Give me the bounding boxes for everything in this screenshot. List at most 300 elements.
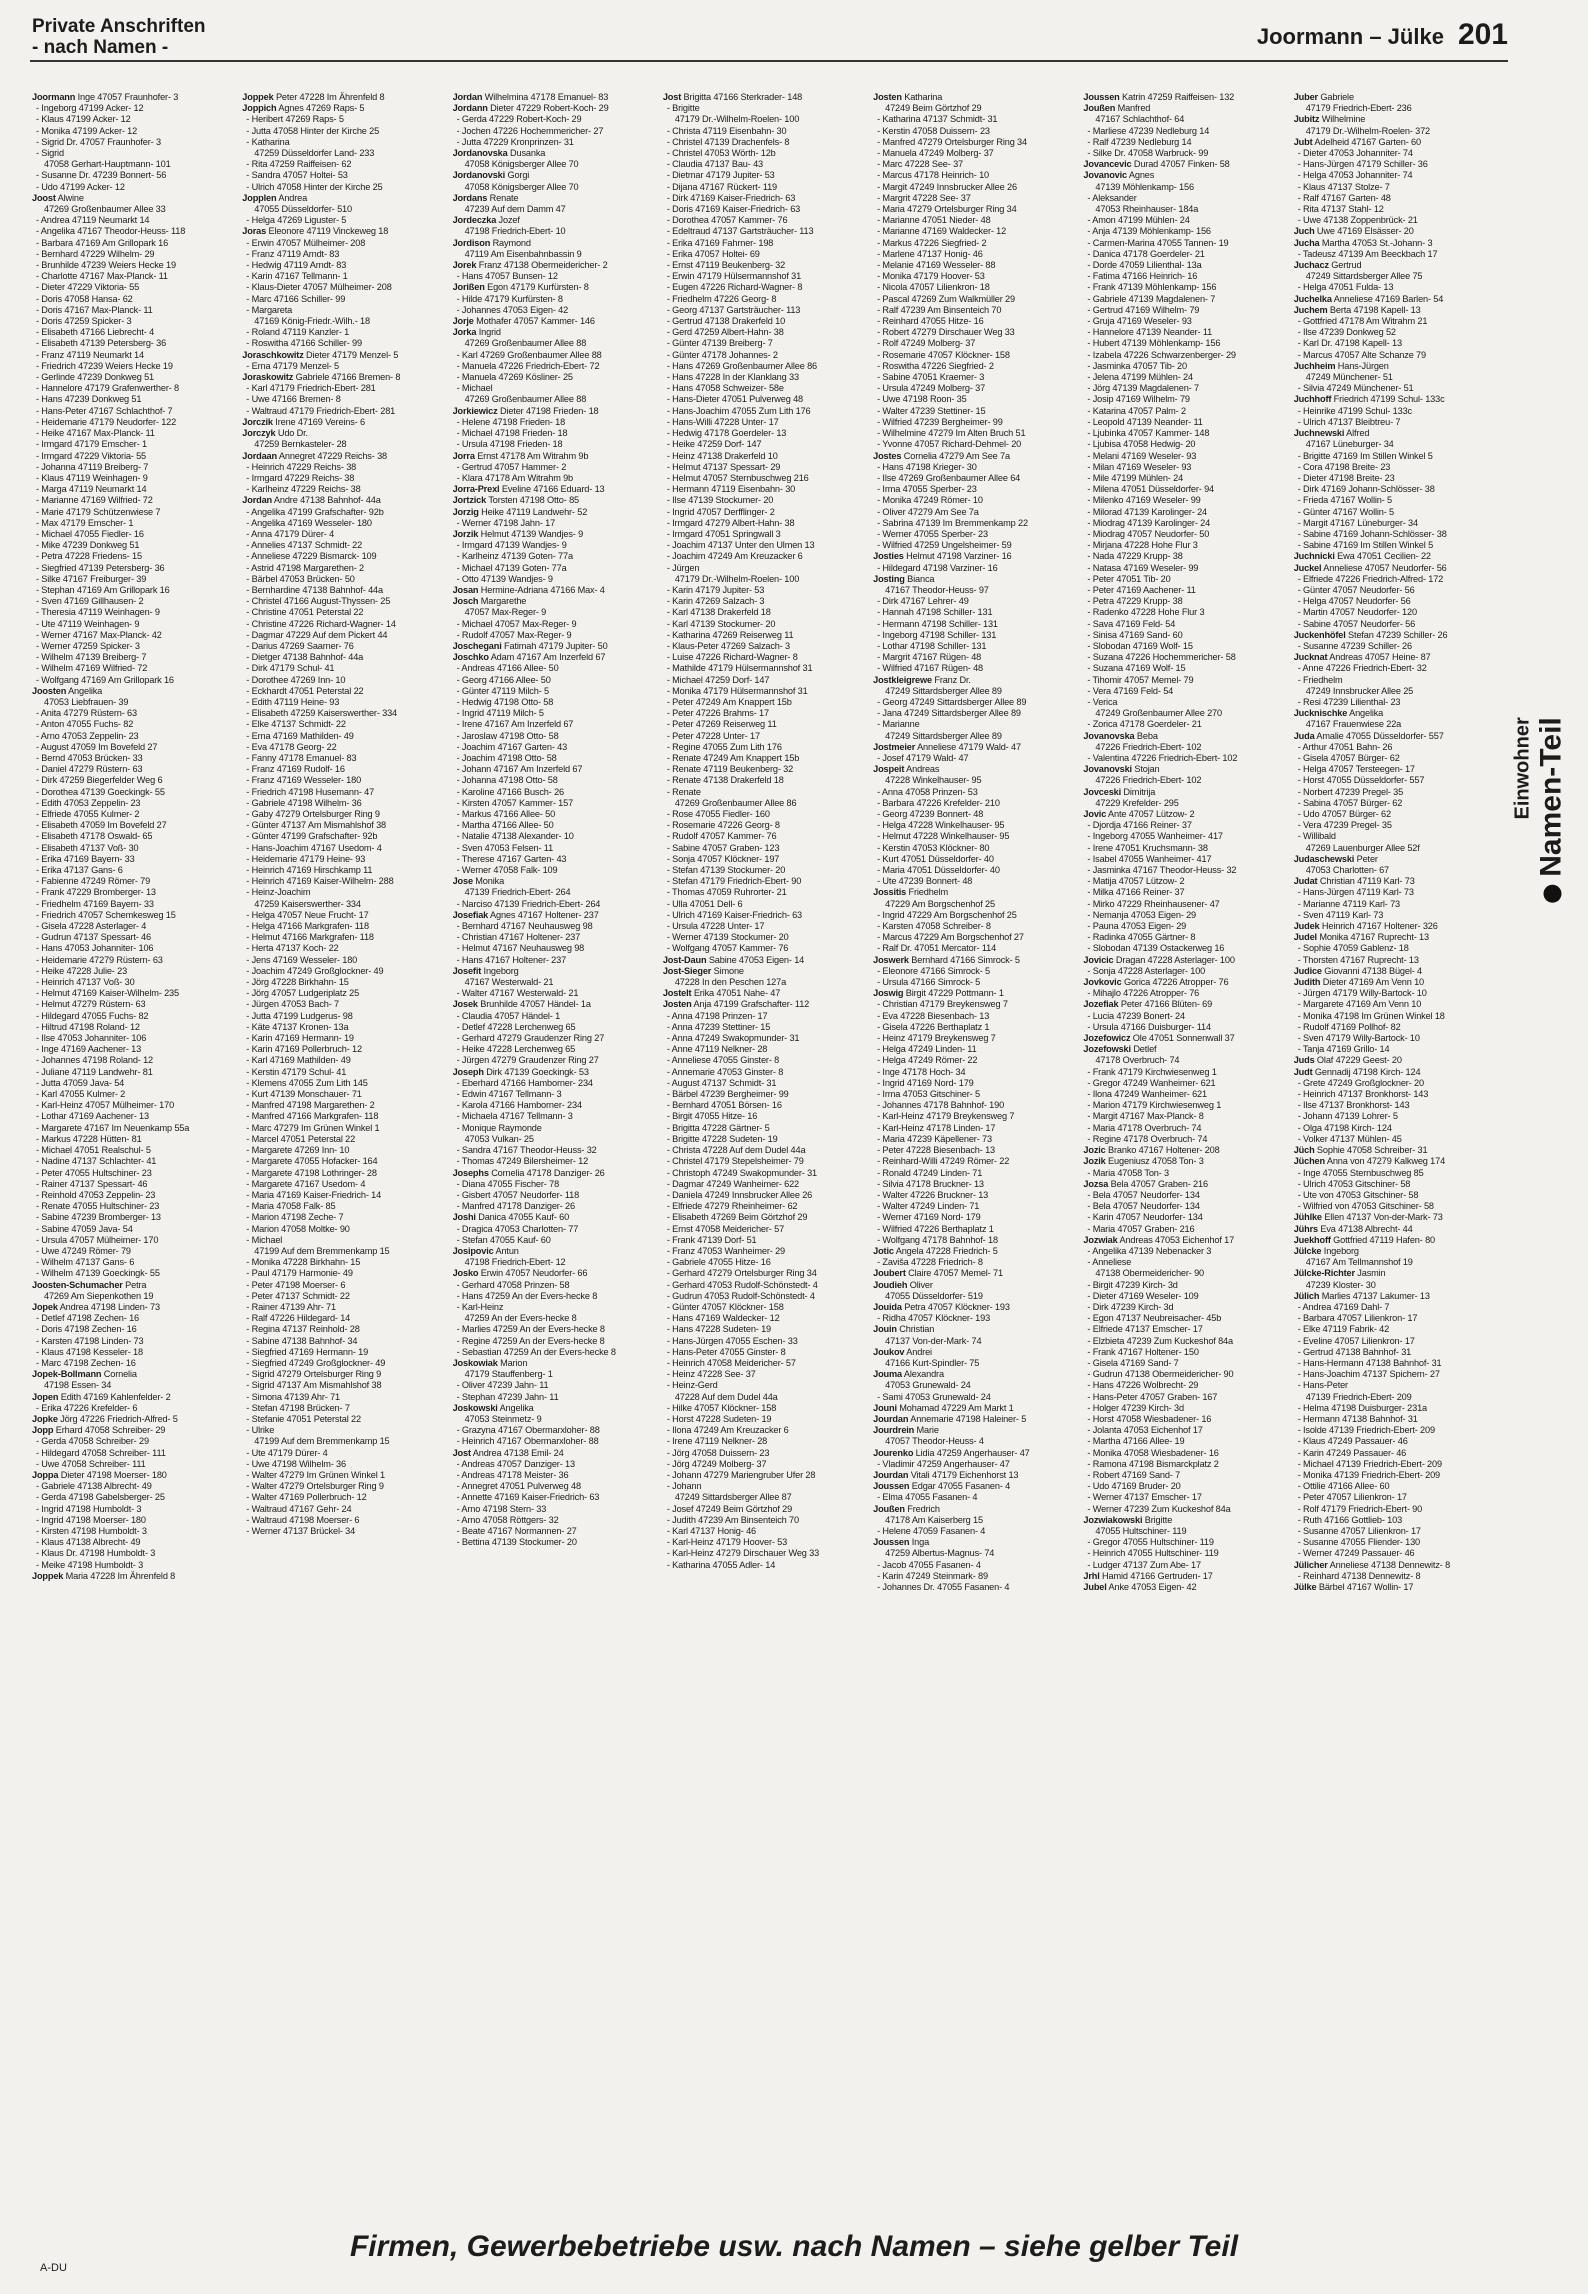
directory-entry: - Helga 47228 Winkelhauser- 95 [877, 820, 1005, 831]
directory-entry: - Elisabeth 47137 Voß- 30 [36, 842, 139, 853]
directory-entry: Josten Katharina [873, 92, 943, 102]
directory-entry: - Waltraud 47167 Gehr- 24 [246, 1503, 352, 1514]
directory-entry: - Siegfried 47249 Großglockner- 49 [246, 1357, 386, 1368]
directory-entry: - Ulrike [246, 1425, 275, 1436]
directory-entry: - Irene 47119 Nelkner- 28 [666, 1436, 768, 1447]
directory-entry: - Sabine 47051 Kraemer- 3 [877, 372, 985, 383]
directory-entry: - Oliver 47239 Jahn- 11 [456, 1380, 549, 1391]
directory-entry: - Milan 47169 Weseler- 93 [1087, 461, 1192, 472]
directory-entry: Jovanovska Beba [1083, 730, 1158, 741]
directory-entry: Joussen Katrin 47259 Raiffeisen- 132 [1083, 92, 1235, 102]
directory-entry: - Dirk 47169 Kaiser-Friedrich- 63 [666, 192, 796, 203]
directory-entry: - Marc 47198 Zechen- 16 [36, 1357, 136, 1368]
directory-entry: - Joachim 47249 Großglockner- 49 [246, 965, 384, 976]
directory-entry: 47226 Friedrich-Ebert- 102 [1095, 741, 1202, 752]
directory-entry: - Anita 47279 Rüstern- 63 [36, 708, 137, 719]
directory-entry: - Verica [1087, 696, 1118, 707]
directory-entry: - Sabine 47138 Bahnhof- 34 [246, 1335, 358, 1346]
directory-entry: - Anna 47198 Prinzen- 17 [666, 1010, 768, 1021]
directory-entry: - Hildegard 47198 Varziner- 16 [877, 562, 998, 573]
directory-entry: - Werner 47137 Emscher- 17 [1087, 1492, 1202, 1503]
directory-entry: - Bärbel 47239 Bergheimer- 99 [666, 1089, 789, 1100]
directory-entry: - Wilfried von 47053 Gitschiner- 58 [1297, 1201, 1434, 1212]
directory-entry: - Monika 47198 Im Grünen Winkel 18 [1297, 1010, 1445, 1021]
directory-entry: 47055 Düsseldorfer- 510 [254, 204, 352, 215]
directory-entry: Jovancevic Durad 47057 Finken- 58 [1083, 159, 1230, 170]
directory-entry: - Heinrich 47169 Hirschkamp 11 [246, 865, 373, 876]
directory-entry: - Sabina 47057 Bürger- 62 [1297, 797, 1403, 808]
directory-entry: - Anneliese 47229 Bismarck- 109 [246, 551, 377, 562]
directory-entry: - Robert 47169 Sand- 7 [1087, 1469, 1181, 1480]
directory-entry: Jostkleigrewe Franz Dr. [873, 674, 971, 685]
directory-entry: - Peter 47051 Tib- 20 [1087, 573, 1171, 584]
directory-entry: - Michael 47057 Max-Reger- 9 [456, 618, 577, 629]
directory-entry: - Marc 47279 Im Grünen Winkel 1 [246, 1122, 380, 1133]
directory-entry: - Werner 47137 Brückel- 34 [246, 1526, 356, 1536]
directory-entry: - Marianne 47169 Waldecker- 12 [877, 226, 1007, 237]
directory-entry: - Rudolf 47169 Pollhof- 82 [1297, 1021, 1401, 1032]
directory-entry: 47269 Großenbaumer Allee 86 [674, 797, 797, 808]
directory-entry: - Marc 47228 See- 37 [877, 159, 963, 170]
directory-entry: - Ute 47179 Dürer- 4 [246, 1447, 328, 1458]
directory-entry: - Edeltraud 47137 Gartsträucher- 113 [666, 226, 814, 237]
directory-entry: - Christian 47167 Holtener- 237 [456, 932, 581, 943]
directory-entry: - Egon 47137 Neubreisacher- 45b [1087, 1313, 1222, 1324]
directory-entry: Jordan Andre 47138 Bahnhof- 44a [242, 495, 381, 506]
directory-entry: - Charlotte 47167 Max-Planck- 11 [36, 271, 168, 282]
directory-entry: - Margit 47167 Lüneburger- 34 [1297, 517, 1418, 528]
directory-entry: - Fatima 47166 Heinrich- 16 [1087, 271, 1198, 282]
directory-entry: - Kerstin 47179 Schul- 41 [246, 1066, 347, 1077]
directory-entry: - Heinz 47179 Breykensweg 7 [877, 1033, 996, 1044]
directory-entry: Jucha Martha 47053 St.-Johann- 3 [1293, 237, 1433, 248]
directory-entry: - Elfriede 47137 Emscher- 17 [1087, 1324, 1203, 1335]
directory-entry: - Walter 47226 Bruckner- 13 [877, 1189, 989, 1200]
directory-entry: - Ralf 47226 Hildegard- 14 [246, 1313, 351, 1324]
directory-entry: - Slobodan 47169 Wolf- 15 [1087, 640, 1193, 651]
directory-entry: 47055 Düsseldorfer- 519 [885, 1290, 983, 1301]
directory-entry: - Gerd 47259 Albert-Hahn- 38 [666, 327, 784, 338]
page-range [1257, 18, 1508, 52]
directory-entry: - Ottilie 47166 Allee- 60 [1297, 1481, 1390, 1492]
directory-entry: - Marcus 47229 Am Borgschenhof 27 [877, 932, 1024, 943]
directory-entry: Judel Monika 47167 Ruprecht- 13 [1293, 932, 1429, 943]
directory-entry: - Werner 47139 Stockumer- 20 [666, 932, 789, 943]
directory-entry: Juchhoff Friedrich 47199 Schul- 133c [1293, 394, 1445, 405]
directory-entry: - Margit 47249 Innsbrucker Allee 26 [877, 181, 1017, 192]
directory-entry: - Angelika 47199 Grafschafter- 92b [246, 506, 384, 517]
directory-entry: - Mihajlo 47226 Atropper- 76 [1087, 988, 1200, 999]
directory-entry: - Ilse 47239 Donkweg 52 [1297, 327, 1396, 338]
directory-columns [32, 92, 1494, 2192]
directory-entry: - Stefan 47179 Friedrich-Ebert- 90 [666, 876, 802, 887]
directory-entry: Judat Christian 47119 Karl- 73 [1293, 876, 1415, 887]
directory-entry: - Christa 47228 Auf dem Dudel 44a [666, 1145, 806, 1156]
directory-entry: Juchacz Gertrud [1293, 260, 1362, 271]
directory-entry: - Jutta 47229 Kronprinzen- 31 [456, 136, 574, 147]
directory-entry: - Uwe 47249 Römer- 79 [36, 1245, 131, 1256]
directory-entry: - Bärbel 47053 Brücken- 50 [246, 573, 355, 584]
directory-entry: Judice Giovanni 47138 Bügel- 4 [1293, 965, 1422, 976]
directory-entry: 47249 Sittardsberger Allee 89 [885, 730, 1002, 741]
directory-entry: - Ilona 47249 Am Kreuzacker 6 [666, 1425, 789, 1436]
directory-entry: - Karin 47269 Salzach- 3 [666, 596, 765, 607]
directory-entry: Joosten-Schumacher Petra [32, 1279, 147, 1290]
directory-entry: - Irmgard 47279 Albert-Hahn- 38 [666, 517, 795, 528]
directory-entry: - Lucia 47239 Bonert- 24 [1087, 1010, 1185, 1021]
directory-entry: - Ursula 47166 Duisburger- 114 [1087, 1021, 1211, 1032]
directory-entry: Jovic Ante 47057 Lützow- 2 [1083, 809, 1195, 819]
directory-entry: - Katharina 47055 Adler- 14 [666, 1559, 776, 1570]
directory-entry: - Uwe 47198 Roon- 35 [877, 394, 967, 405]
directory-entry: Jozic Branko 47167 Holtener- 208 [1083, 1145, 1220, 1156]
directory-entry: Jordann Dieter 47229 Robert-Koch- 29 [452, 103, 609, 114]
directory-entry: - Horst 47058 Wiesbadener- 16 [1087, 1413, 1212, 1424]
directory-entry: - Hans-Joachim 47055 Zum Lith 176 [666, 405, 811, 416]
directory-entry: - Helmut 47228 Winkelhauser- 95 [877, 831, 1010, 842]
directory-entry: - Melani 47169 Weseler- 93 [1087, 450, 1197, 461]
directory-entry: Jorje Mothafer 47057 Kammer- 146 [452, 316, 595, 327]
directory-entry: - Margrit 47167 Rügen- 48 [877, 652, 982, 663]
footer-note: Firmen, Gewerbebetriebe usw. nach Namen – siehe gelber Teil [349, 2230, 1239, 2263]
directory-entry: - Brigitte 47228 Sudeten- 19 [666, 1133, 778, 1144]
directory-entry: - Ralf Dr. 47051 Mercator- 114 [877, 943, 997, 954]
directory-entry: - Hans-Peter 47167 Schlachthof- 7 [36, 405, 173, 416]
directory-entry: - Andreas 47166 Allee- 50 [456, 663, 559, 674]
directory-entry: - Werner 47167 Max-Planck- 42 [36, 629, 162, 640]
directory-entry: Jordan Wilhelmina 47178 Emanuel- 83 [452, 92, 609, 102]
directory-entry: - Christel 47166 August-Thyssen- 25 [246, 596, 391, 607]
directory-entry: - Jacob 47055 Fasanen- 4 [877, 1559, 981, 1570]
directory-entry: - Udo 47169 Bruder- 20 [1087, 1481, 1181, 1492]
directory-entry: Josting Bianca [873, 573, 935, 584]
directory-entry: - Christa 47119 Eisenbahn- 30 [666, 125, 787, 136]
directory-entry: - Helmut 47137 Spessart- 29 [666, 461, 781, 472]
directory-entry: - Pauna 47053 Eigen- 29 [1087, 921, 1187, 932]
directory-entry: 47239 Kloster- 30 [1305, 1279, 1376, 1290]
directory-entry: - Rose 47055 Fiedler- 160 [666, 809, 770, 819]
directory-entry: - Sandra 47167 Theodor-Heuss- 32 [456, 1145, 597, 1156]
directory-entry: - August 47137 Schmidt- 31 [666, 1077, 777, 1088]
directory-entry: - Doris 47058 Hansa- 62 [36, 293, 133, 304]
directory-entry: - Anja 47139 Möhlenkamp- 156 [1087, 226, 1211, 237]
directory-entry: - Michael [456, 383, 493, 394]
directory-entry: Jülcke-Richter Jasmin [1293, 1268, 1386, 1279]
directory-entry: 47139 Friedrich-Ebert- 209 [1305, 1391, 1412, 1402]
directory-entry: - Franz 47169 Rudolf- 16 [246, 764, 345, 775]
directory-entry: - Martha 47166 Allee- 50 [456, 820, 554, 831]
name-range: Joormann – Jülke [1256, 24, 1444, 49]
directory-entry: 47167 Theodor-Heuss- 97 [885, 584, 989, 595]
directory-entry: 47228 In den Peschen 127a [674, 977, 787, 988]
directory-entry: - Valentina 47226 Friedrich-Ebert- 102 [1087, 752, 1238, 763]
directory-entry: - Ursula 47166 Simrock- 5 [877, 977, 981, 988]
directory-entry: Joussen Edgar 47055 Fasanen- 4 [873, 1481, 1011, 1492]
directory-entry: Jospeit Andreas [873, 764, 940, 775]
directory-entry: - Karin 47169 Hermann- 19 [246, 1033, 354, 1044]
directory-entry: Josan Hermine-Adriana 47166 Max- 4 [452, 584, 605, 595]
directory-entry: - Mike 47239 Donkweg 51 [36, 540, 140, 551]
directory-entry: - Elisabeth 47139 Petersberg- 36 [36, 338, 167, 349]
directory-entry: - Peter 47226 Brahms- 17 [666, 708, 769, 719]
directory-entry: - Edwin 47167 Tellmann- 3 [456, 1089, 562, 1100]
directory-entry: - Sinisa 47169 Sand- 60 [1087, 629, 1183, 640]
directory-entry: - Johann [666, 1481, 702, 1492]
directory-entry: Jrhl Hamid 47166 Gertruden- 17 [1083, 1570, 1213, 1581]
directory-entry: - Gertrud 47138 Bahnhof- 31 [1297, 1346, 1412, 1357]
directory-entry: - Hiltrud 47198 Roland- 12 [36, 1021, 140, 1032]
directory-entry: - Monika 47179 Hoover- 53 [877, 271, 985, 282]
directory-entry: - Sven 47179 Willy-Bartock- 10 [1297, 1033, 1420, 1044]
directory-entry: - Angelika 47169 Wesseler- 180 [246, 517, 372, 528]
directory-entry: - Heinrich 47055 Hultschiner- 119 [1087, 1548, 1219, 1559]
directory-entry: 47259 Düsseldorfer Land- 233 [254, 148, 375, 159]
directory-entry: - Siegfried 47169 Hermann- 19 [246, 1346, 369, 1357]
directory-entry: Jourdan Vitali 47179 Eichenhorst 13 [873, 1469, 1019, 1480]
directory-entry: - Heike 47259 Dorf- 147 [666, 439, 762, 450]
directory-entry: Jostmeier Anneliese 47179 Wald- 47 [873, 741, 1021, 752]
directory-entry: - Amon 47199 Mühlen- 24 [1087, 215, 1190, 226]
directory-entry: - Michael 47139 Goten- 77a [456, 562, 567, 573]
directory-entry: - Heidemarie 47279 Rüstern- 63 [36, 954, 163, 965]
directory-entry: - Jörg 47228 Birkhahn- 15 [246, 977, 349, 988]
directory-entry: - Birgit 47239 Kirch- 3d [1087, 1279, 1178, 1290]
directory-entry: - Grete 47249 Großglockner- 20 [1297, 1077, 1424, 1088]
directory-entry: - Kirsten 47057 Kammer- 157 [456, 797, 574, 808]
directory-entry: Joormann Inge 47057 Fraunhofer- 3 [32, 92, 179, 102]
directory-entry: - Johann 47167 Am Inzerfeld 67 [456, 764, 583, 775]
directory-entry: - Wilfried 47239 Bergheimer- 99 [877, 416, 1003, 427]
directory-entry: Jülicher Anneliese 47138 Dennewitz- 8 [1293, 1559, 1451, 1570]
directory-entry: - Marion 47179 Kirchwiesenweg 1 [1087, 1100, 1222, 1111]
directory-entry: - Anna 47058 Prinzen- 53 [877, 786, 978, 797]
directory-entry: Joost Alwine [32, 192, 84, 203]
directory-entry: - Markus 47228 Hütten- 81 [36, 1133, 142, 1144]
directory-entry: - Marianne 47169 Wilfried- 72 [36, 495, 153, 506]
directory-entry: - Gisela 47057 Bürger- 62 [1297, 752, 1400, 763]
directory-entry: - Christel 47053 Wörth- 12b [666, 148, 776, 159]
directory-entry: Jourdrein Marie [873, 1425, 939, 1436]
directory-entry: - Stephan 47239 Jahn- 11 [456, 1391, 559, 1402]
directory-entry: Jost Andrea 47138 Emil- 24 [452, 1447, 564, 1458]
directory-entry: - Dagmar 47249 Wanheimer- 622 [666, 1178, 800, 1189]
directory-entry: - Karl 47169 Mathilden- 49 [246, 1055, 351, 1066]
directory-entry: - Heribert 47269 Raps- 5 [246, 114, 344, 125]
directory-entry: Jopen Edith 47169 Kahlenfelder- 2 [32, 1391, 171, 1402]
directory-entry: - Rainer 47139 Ahr- 71 [246, 1301, 336, 1312]
page-number: 201 [1457, 18, 1508, 51]
side-tab-line2: Namen-Teil [1535, 717, 1569, 902]
directory-entry: - Karin 47057 Neudorfer- 134 [1087, 1212, 1203, 1223]
directory-entry: - Gerlinde 47239 Donkweg 51 [36, 372, 155, 383]
directory-entry: - Rolf 47179 Friedrich-Ebert- 90 [1297, 1503, 1423, 1514]
directory-entry: - Karoline 47166 Busch- 26 [456, 786, 565, 797]
directory-entry: - Vera 47239 Pregel- 35 [1297, 820, 1392, 831]
directory-entry: 47269 Lauenburger Allee 52f [1305, 842, 1420, 853]
directory-entry: Jostelt Erika 47051 Nahe- 47 [662, 988, 781, 999]
directory-entry: - Carmen-Marina 47055 Tannen- 19 [1087, 237, 1229, 248]
directory-entry: - Annegret 47051 Pulverweg 48 [456, 1481, 581, 1492]
directory-entry: - Brigitte [666, 103, 700, 114]
directory-entry: - Friedhelm 47169 Bayern- 33 [36, 898, 154, 909]
directory-entry: - Hans-Peter [1297, 1380, 1348, 1391]
directory-entry: - Marianne [877, 719, 920, 730]
directory-entry: - Josef 47179 Wald- 47 [877, 752, 969, 763]
directory-entry: - Johann 47279 Mariengruber Ufer 28 [666, 1469, 816, 1480]
directory-entry: - Miodrag 47057 Neudorfer- 50 [1087, 528, 1210, 539]
directory-entry: - Heinz 47138 Drakerfeld 10 [666, 450, 778, 461]
directory-entry: 47138 Obermeidericher- 90 [1095, 1268, 1205, 1279]
directory-entry: 47199 Auf dem Bremmenkamp 15 [254, 1245, 390, 1256]
directory-entry: - Werner 47055 Sperber- 23 [877, 528, 988, 539]
directory-entry: - Hermann 47138 Bahnhof- 31 [1297, 1413, 1418, 1424]
directory-entry: Josek Brunhilde 47057 Händel- 1a [452, 999, 591, 1010]
directory-entry: - Heinrich 47229 Reichs- 38 [246, 461, 357, 472]
directory-entry: - Maria 47279 Ortelsburger Ring 34 [877, 204, 1017, 215]
directory-entry: - Bernd 47053 Brücken- 33 [36, 752, 143, 763]
directory-entry: - Gerhard 47279 Graudenzer Ring 27 [456, 1033, 605, 1044]
directory-entry: - Franz 47119 Arndt- 83 [246, 248, 340, 259]
directory-entry: - Rudolf 47057 Max-Reger- 9 [456, 629, 572, 640]
directory-entry: - Sonja 47228 Asterlager- 100 [1087, 965, 1206, 976]
directory-entry: - Margarete 47169 Am Venn 10 [1297, 999, 1422, 1010]
directory-entry: - Jürgen 47179 Willy-Bartock- 10 [1297, 988, 1427, 999]
directory-entry: - Hans 47228 Sudeten- 19 [666, 1324, 772, 1335]
directory-entry: - Marcus 47178 Heinrich- 10 [877, 170, 989, 181]
directory-entry: - Ilse 47053 Johanniter- 106 [36, 1033, 147, 1044]
directory-entry: 47057 Theodor-Heuss- 4 [885, 1436, 984, 1447]
directory-entry: - Werner 47198 Jahn- 17 [456, 517, 556, 528]
directory-entry: - Ingrid 47119 Milch- 5 [456, 708, 544, 719]
directory-entry: - Ralf 47239 Nedleburg 14 [1087, 136, 1192, 147]
directory-entry: - Wolfgang 47057 Kammer- 76 [666, 943, 789, 954]
directory-entry: - Sigrid [36, 148, 64, 159]
directory-entry: - Juliane 47119 Landwehr- 81 [36, 1066, 153, 1077]
directory-entry: - Roland 47119 Kanzler- 1 [246, 327, 350, 338]
directory-entry: - Walter 47249 Linden- 71 [877, 1201, 980, 1212]
directory-entry: - Daniel 47279 Rüstern- 63 [36, 764, 143, 775]
directory-entry: Joskowiak Marion [452, 1357, 528, 1368]
directory-entry: - Mathilde 47179 Hülsermannshof 31 [666, 663, 813, 674]
directory-entry: - Edith 47119 Heine- 93 [246, 696, 340, 707]
directory-entry: 47259 Albertus-Magnus- 74 [885, 1548, 995, 1559]
directory-entry: - Walter 47239 Stettiner- 15 [877, 405, 986, 416]
directory-entry: - Regina 47137 Reinhold- 28 [246, 1324, 360, 1335]
directory-entry: - Christel 47179 Stepelsheimer- 79 [666, 1156, 804, 1167]
directory-entry: - Gabriele 47198 Wilhelm- 36 [246, 797, 362, 808]
directory-entry: Jouma Alexandra [873, 1369, 944, 1380]
directory-entry: - Reinhold 47053 Zeppelin- 23 [36, 1189, 156, 1200]
directory-entry: - Paul 47179 Harmonie- 49 [246, 1268, 353, 1279]
directory-entry: - Jolanta 47053 Eichenhof 17 [1087, 1425, 1203, 1436]
directory-entry: 47269 Am Siepenkothen 19 [44, 1290, 154, 1301]
directory-entry: - Barbara 47057 Lilienkron- 17 [1297, 1313, 1418, 1324]
directory-entry: - Dorde 47059 Lilienthal- 13a [1087, 260, 1202, 271]
directory-entry: - Maria 47178 Overbruch- 74 [1087, 1122, 1202, 1133]
directory-entry: 47229 Am Borgschenhof 25 [885, 898, 995, 909]
directory-entry: - Radenko 47228 Hohe Flur 3 [1087, 607, 1205, 618]
directory-entry: - Frieda 47167 Wollin- 5 [1297, 495, 1392, 506]
directory-entry: - Irmgard 47139 Wandjes- 9 [456, 540, 567, 551]
directory-entry: - Katarina 47057 Palm- 2 [1087, 405, 1186, 416]
directory-entry: - Jutta 47059 Java- 54 [36, 1077, 125, 1088]
directory-entry: - Helga 47057 Tersteegen- 17 [1297, 764, 1415, 775]
directory-entry: 47259 Kaiserswerther- 334 [254, 898, 361, 909]
directory-entry: Juekhoff Gottfried 47119 Hafen- 80 [1293, 1234, 1435, 1245]
directory-entry: - Elzbieta 47239 Zum Kuckeshof 84a [1087, 1335, 1233, 1346]
directory-entry: - Eleonore 47166 Simrock- 5 [877, 965, 991, 976]
directory-entry: 47249 Sittardsberger Allee 75 [1305, 271, 1423, 282]
directory-entry: - Marga 47119 Neumarkt 14 [36, 484, 147, 495]
directory-entry: - Silke Dr. 47058 Warbruck- 99 [1087, 148, 1209, 159]
directory-entry: - Margarete 47167 Im Neuenkamp 55a [36, 1122, 190, 1133]
directory-entry: - Marion 47058 Moltke- 90 [246, 1223, 350, 1234]
directory-entry: - Hans-Dieter 47051 Pulverweg 48 [666, 394, 803, 405]
directory-entry: - Annemarie 47053 Ginster- 8 [666, 1066, 784, 1077]
directory-entry: - Marcel 47051 Peterstal 22 [246, 1133, 356, 1144]
directory-entry: - Sabine 47057 Neudorfer- 56 [1297, 618, 1416, 629]
directory-entry: - Maria 47239 Käpellener- 73 [877, 1133, 992, 1144]
directory-entry: - Inge 47055 Sternbuschweg 85 [1297, 1167, 1424, 1178]
directory-entry: Jubel Anke 47053 Eigen- 42 [1083, 1582, 1197, 1593]
directory-column [1083, 92, 1283, 2192]
directory-entry: - Hans-Peter 47055 Ginster- 8 [666, 1346, 786, 1357]
directory-entry: - Werner 47058 Falk- 109 [456, 865, 558, 876]
directory-entry: Jotic Angela 47228 Friedrich- 5 [873, 1245, 998, 1256]
directory-entry: Joukov Andrei [873, 1346, 932, 1357]
directory-entry: - Frank 47139 Dorf- 51 [666, 1234, 757, 1245]
directory-entry: - Renate 47249 Am Knappert 15b [666, 752, 800, 763]
directory-entry: - Pascal 47269 Zum Walkmüller 29 [877, 293, 1015, 304]
directory-entry: - Ilse 47137 Bronkhorst- 143 [1297, 1100, 1410, 1111]
directory-entry: 47167 Westerwald- 21 [464, 977, 554, 988]
directory-entry: - Peter 47269 Reiserweg 11 [666, 719, 777, 730]
directory-entry: Juchheim Hans-Jürgen [1293, 360, 1389, 371]
directory-entry: - Stefan 47139 Stockumer- 20 [666, 865, 786, 876]
directory-entry: - Marianne 47119 Karl- 73 [1297, 898, 1400, 909]
directory-entry: - Arno 47058 Röttgers- 32 [456, 1514, 559, 1525]
directory-entry: - Anna 47239 Stettiner- 15 [666, 1021, 771, 1032]
directory-entry: - Margit 47167 Max-Planck- 8 [1087, 1111, 1204, 1122]
directory-entry: - Annelies 47137 Schmidt- 22 [246, 540, 363, 551]
directory-entry: Juchem Berta 47198 Kapell- 13 [1293, 304, 1421, 315]
directory-entry: - Karl-Heinz 47178 Linden- 17 [877, 1122, 996, 1133]
directory-entry: - Reinhard 47138 Dennewitz- 8 [1297, 1570, 1421, 1581]
directory-entry: - Friedhelm [1297, 674, 1343, 685]
directory-entry: Josefit Ingeborg [452, 965, 519, 976]
directory-entry: - Irmgard 47179 Emscher- 1 [36, 439, 147, 450]
directory-entry: Jost-Sieger Simone [662, 965, 744, 976]
directory-entry: - Dagmar 47229 Auf dem Pickert 44 [246, 629, 388, 640]
directory-entry: - Nadine 47137 Schlachter- 41 [36, 1156, 157, 1167]
directory-entry: Joschegani Fatimah 47179 Jupiter- 50 [452, 640, 608, 651]
directory-entry: Josties Helmut 47198 Varziner- 16 [873, 551, 1012, 562]
directory-entry: - Jasminka 47057 Tib- 20 [1087, 360, 1187, 371]
directory-entry: Juchnewski Alfred [1293, 428, 1370, 439]
directory-entry: - Hans 47058 Schweizer- 58e [666, 383, 784, 394]
directory-entry: - Gregor 47055 Hultschiner- 119 [1087, 1537, 1214, 1548]
directory-entry: - Rosemarie 47226 Georg- 8 [666, 820, 780, 831]
directory-entry: - Detlef 47198 Zechen- 16 [36, 1313, 139, 1324]
directory-entry: - Monique Raymonde [456, 1122, 542, 1133]
directory-entry: - Irma 47053 Gitschiner- 5 [877, 1089, 980, 1100]
directory-entry: - Horst 47055 Düsseldorfer- 557 [1297, 775, 1425, 786]
directory-entry: - Ernst 47119 Beukenberg- 32 [666, 260, 786, 271]
directory-entry: - Michael 47051 Realschul- 5 [36, 1145, 151, 1156]
directory-entry: - Ursula 47249 Molberg- 37 [877, 383, 986, 394]
directory-entry: 47226 Friedrich-Ebert- 102 [1095, 775, 1202, 786]
directory-entry: - Margarete 47269 Inn- 10 [246, 1145, 350, 1156]
